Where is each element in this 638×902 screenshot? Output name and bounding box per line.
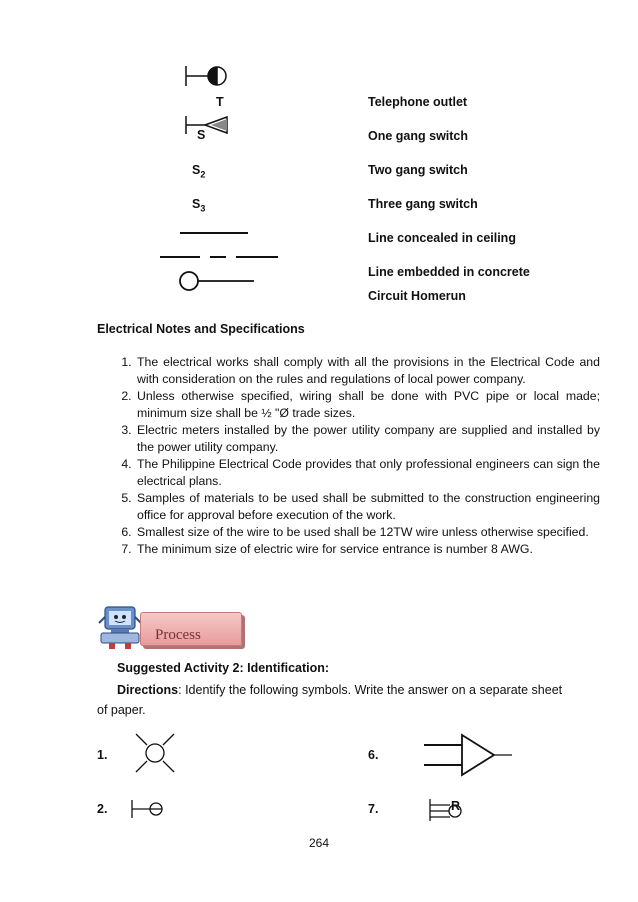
legend-label-three-gang: Three gang switch (368, 197, 478, 211)
question-number-2: 2. (97, 802, 108, 816)
question-number-1: 1. (97, 748, 108, 762)
three-gang-switch-symbol: $S_3$ (192, 197, 206, 214)
note-item: 1. The electrical works shall comply with all the provisions in the Electrical Code and with consideration on the rules and regulations of local power company. (135, 354, 600, 388)
directions-text: : Identify the following symbols. Write the answer on a separate sheet of paper. (97, 683, 563, 717)
receptacle-letter: R (451, 799, 461, 813)
ceiling-light-outlet-icon (132, 730, 178, 776)
question-number-7: 7. (368, 802, 379, 816)
telephone-outlet-icon (183, 64, 233, 90)
note-item: 6. Smallest size of the wire to be used shall be 12TW wire unless otherwise specified. (135, 524, 600, 541)
note-item: 4. The Philippine Electrical Code provides that only professional engineers can sign the electrical plans. (135, 456, 600, 490)
page-number: 264 (308, 836, 330, 850)
note-item: 5. Samples of materials to be used shall be submitted to the construction engineering office for approval before execution of the work. (135, 490, 600, 524)
line-concealed-ceiling-icon (180, 230, 250, 236)
legend-label-one-gang: One gang switch (368, 129, 469, 143)
note-item: 3. Electric meters installed by the power utility company are supplied and installed by the power utility company. (135, 422, 600, 456)
note-item: 2. Unless otherwise specified, wiring shall be done with PVC pipe or local made; minimum size shall be ½ "Ø trade sizes. (135, 388, 600, 422)
computer-mascot-icon (95, 603, 145, 651)
activity-directions (97, 680, 567, 720)
outlet-symbol-icon (130, 798, 170, 820)
line-embedded-concrete-icon (160, 254, 280, 260)
legend-label-two-gang: Two gang switch (368, 163, 468, 177)
legend-label-line-concrete: Line embedded in concrete (368, 265, 530, 279)
legend-label-telephone: Telephone outlet (368, 95, 468, 109)
one-gang-switch-icon (183, 115, 233, 137)
process-tab-label: Process (155, 627, 201, 643)
telephone-outlet-letter: T (216, 95, 224, 109)
receptacle-symbol-icon (428, 796, 468, 824)
legend-label-line-ceiling: Line concealed in ceiling (368, 231, 516, 245)
circuit-homerun-icon (178, 270, 258, 294)
note-item: 7. The minimum size of electric wire for service entrance is number 8 AWG. (135, 541, 600, 558)
directions-label: Directions (117, 683, 179, 697)
two-gang-switch-symbol: $S_2$ (192, 163, 206, 180)
question-number-6: 6. (368, 748, 379, 762)
activity-title: Suggested Activity 2: Identification: (117, 661, 330, 675)
notes-title: Electrical Notes and Specifications (97, 322, 305, 336)
notes-list (97, 354, 600, 558)
one-gang-switch-letter: S (197, 128, 206, 142)
legend-label-homerun: Circuit Homerun (368, 289, 466, 303)
process-tab (140, 612, 242, 646)
buffer-triangle-symbol-icon (422, 733, 516, 777)
